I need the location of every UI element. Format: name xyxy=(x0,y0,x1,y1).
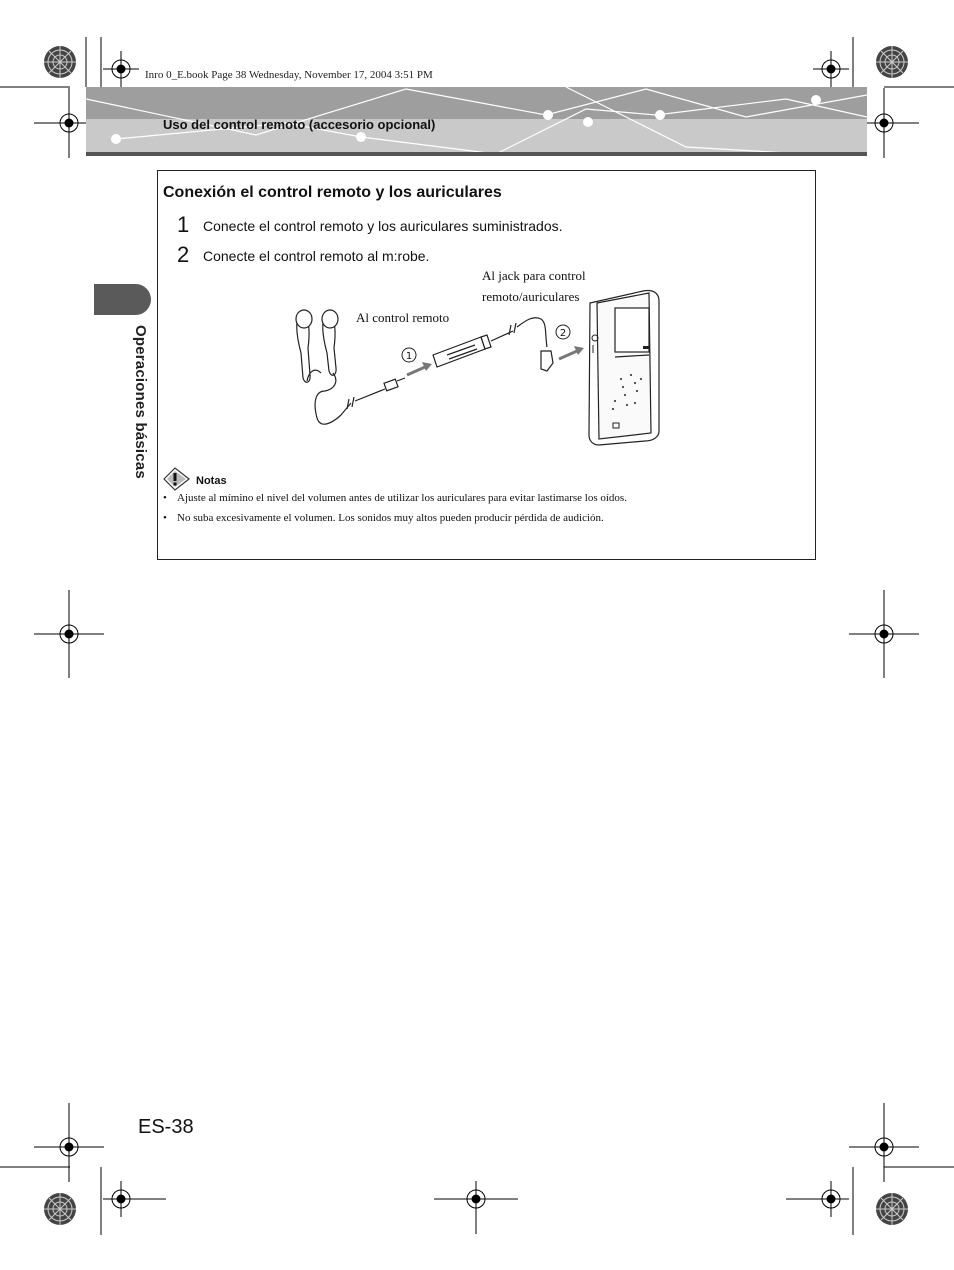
print-info-line: Inro 0_E.book Page 38 Wednesday, November 17, 2004 3:51 PM xyxy=(145,69,433,81)
jack-caption-line1: Al jack para control xyxy=(482,268,586,283)
jack-caption-line2: remoto/auriculares xyxy=(482,289,580,304)
step-number: 1 xyxy=(177,212,190,237)
marker-1: 1 xyxy=(405,351,413,362)
remote-caption: Al control remoto xyxy=(356,310,450,325)
note-item: Ajuste al mímino el nivel del volumen antes de utilizar los auriculares para evitar lastimarse los oídos. xyxy=(177,492,627,504)
side-tab-label: Operaciones básicas xyxy=(132,325,149,479)
header-rule xyxy=(86,152,867,156)
step-number: 2 xyxy=(177,242,190,267)
bullet-icon: • xyxy=(163,512,167,524)
note-item: No suba excesivamente el volumen. Los sonidos muy altos pueden producir pérdida de audición. xyxy=(177,512,604,524)
notes-title: Notas xyxy=(196,475,227,487)
bullet-icon: • xyxy=(163,492,167,504)
section-title: Conexión el control remoto y los auriculares xyxy=(163,184,502,201)
step-text: Conecte el control remoto al m:robe. xyxy=(203,248,430,264)
side-tab-marker xyxy=(94,284,151,315)
page-number: ES-38 xyxy=(138,1116,194,1138)
remote-control xyxy=(433,337,485,367)
header-title: Uso del control remoto (accesorio opcional) xyxy=(163,117,436,132)
notes-warning-icon xyxy=(161,466,191,492)
step-text: Conecte el control remoto y los auriculares suministrados. xyxy=(203,218,563,234)
connection-diagram xyxy=(285,263,680,458)
player-device xyxy=(589,290,659,445)
marker-2: 2 xyxy=(559,328,567,339)
plug-2 xyxy=(541,351,553,371)
